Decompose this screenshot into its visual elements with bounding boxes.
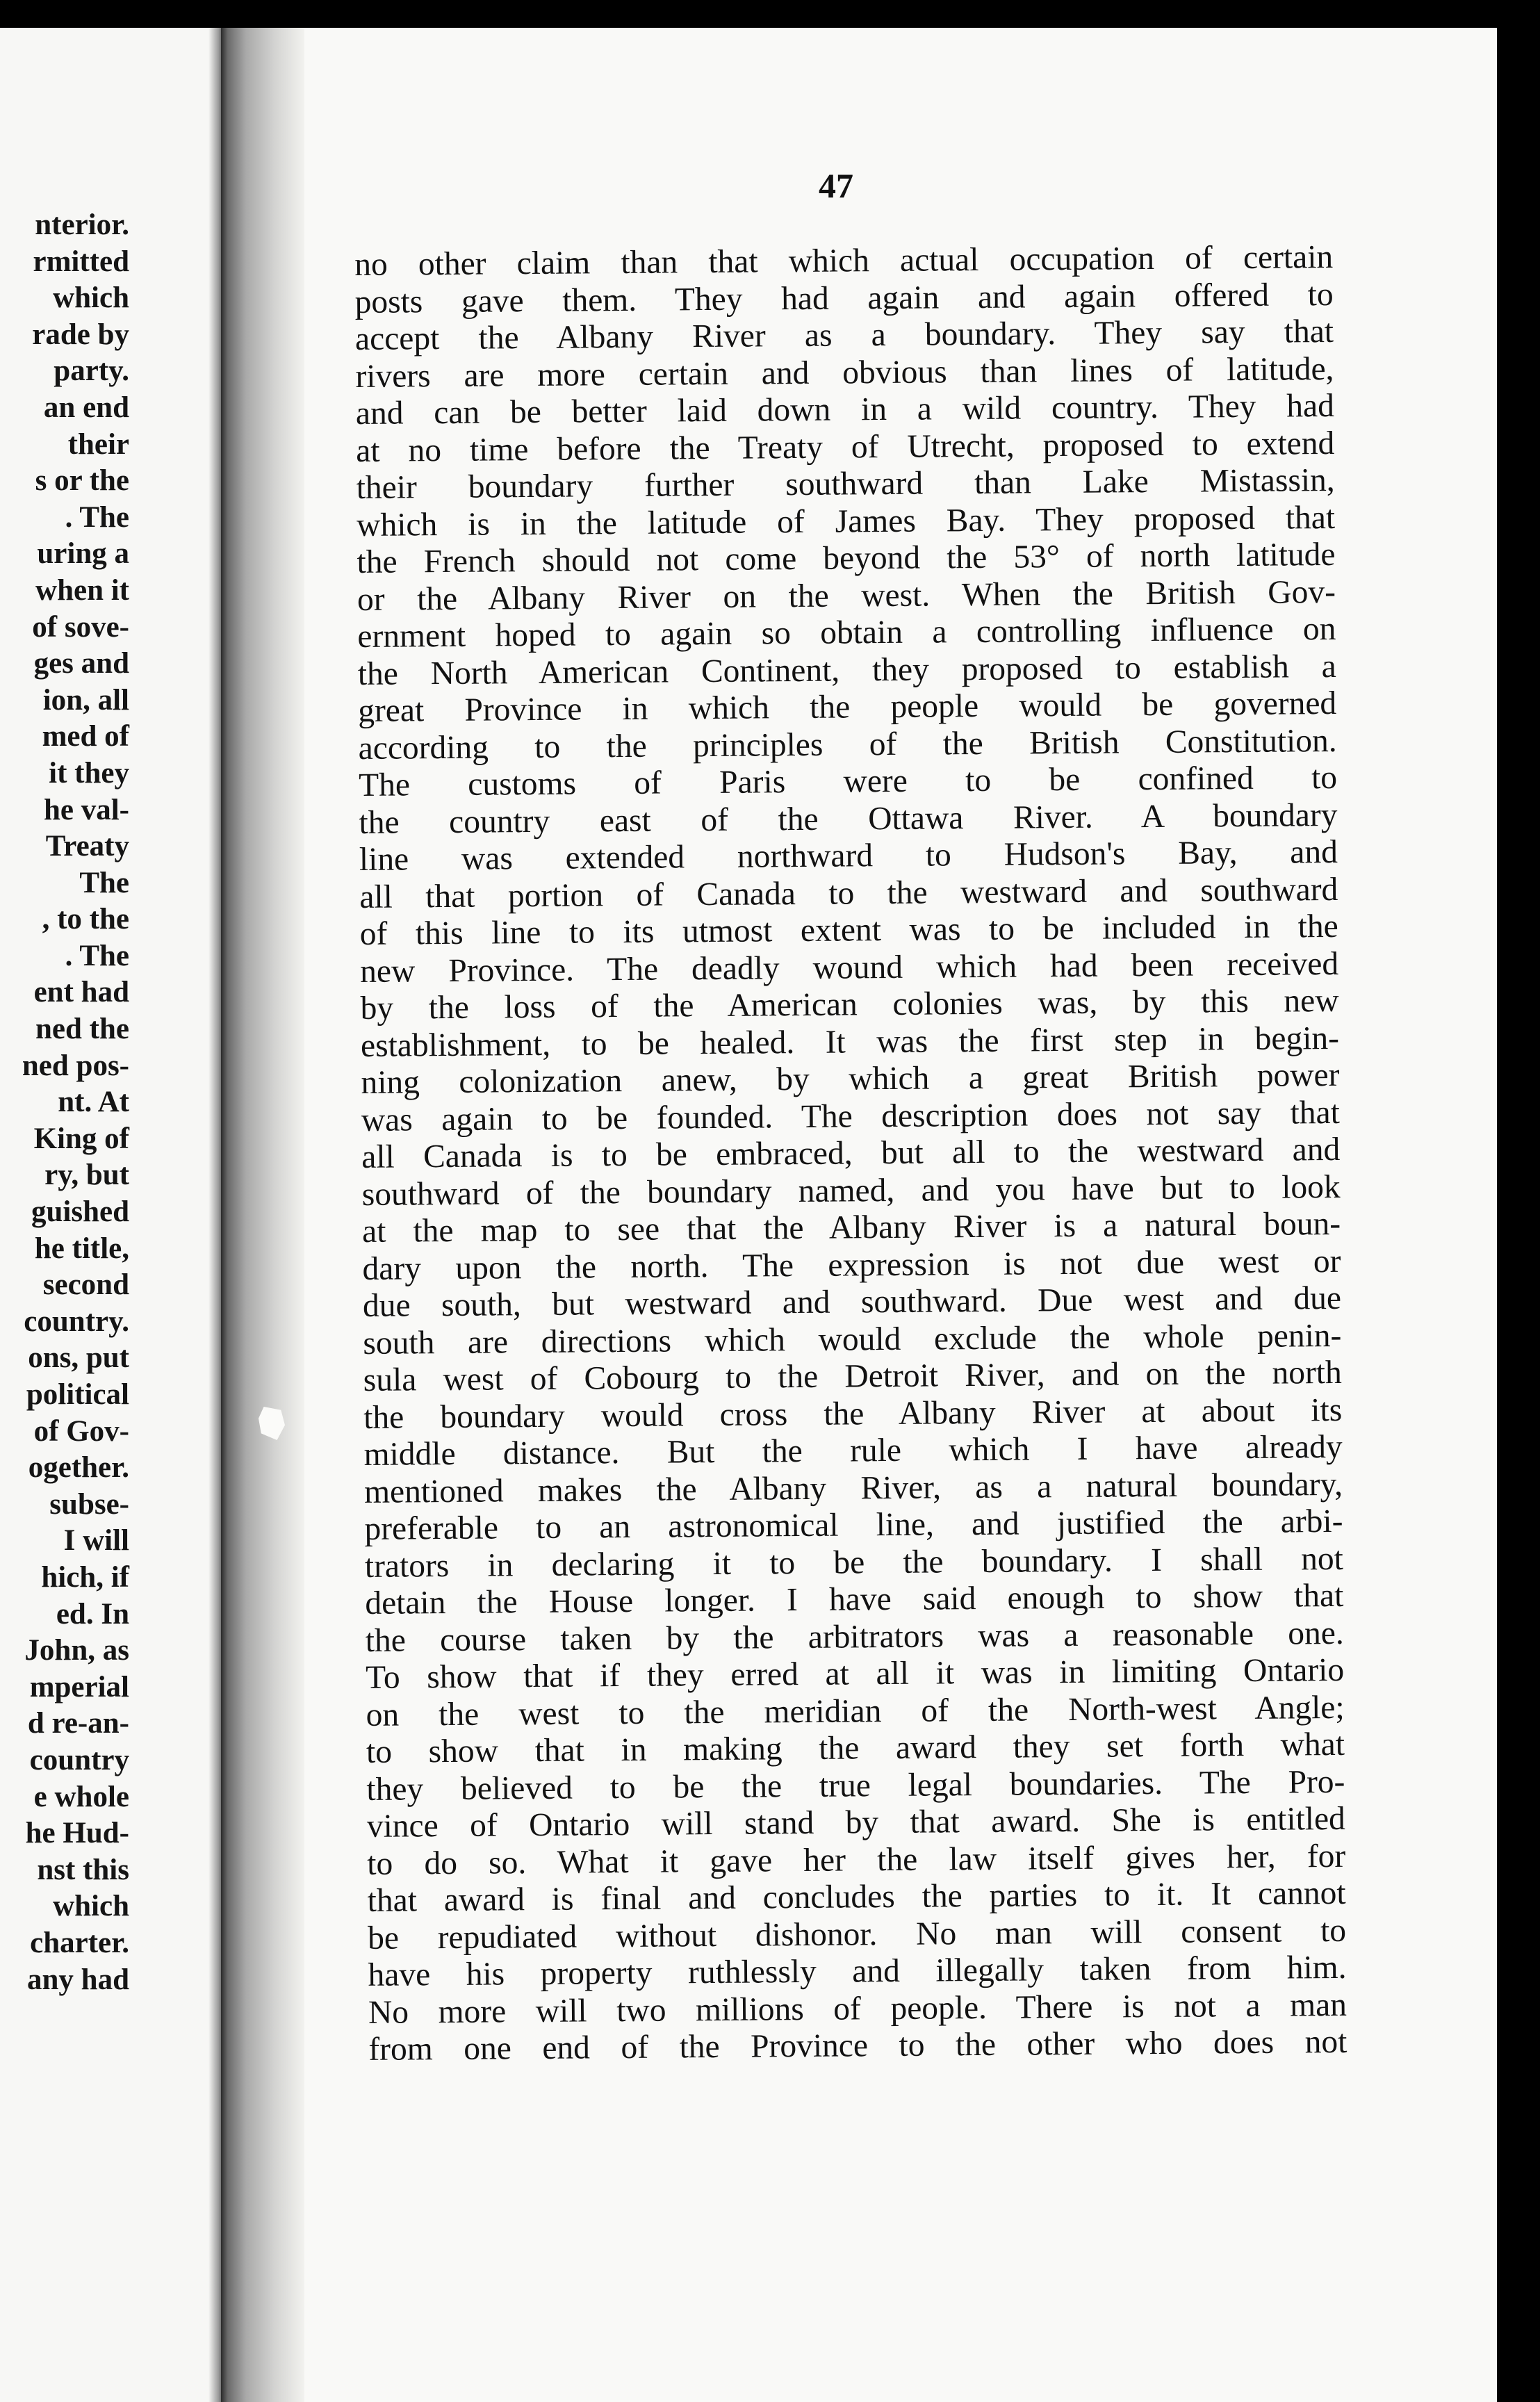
left-page-line: which: [53, 281, 129, 315]
left-page-line: second: [42, 1268, 129, 1302]
text-line: be repudiated without dishonor. No man will consent to: [367, 1912, 1347, 1956]
left-page-line: nt. At: [58, 1086, 129, 1119]
left-page-line: The: [79, 866, 129, 899]
left-page-line: ent had: [33, 976, 129, 1009]
text-line: to show that in making the award they set forth what: [366, 1726, 1345, 1770]
left-page-line: med of: [42, 720, 129, 753]
scan-border-right: [1497, 28, 1540, 2402]
text-line: all that portion of Canada to the westward and southward: [359, 871, 1338, 915]
left-page-line: John, as: [24, 1634, 129, 1667]
text-line: the French should not come beyond the 53° of north latitude: [357, 536, 1336, 580]
left-page-line: mperial: [29, 1670, 129, 1704]
text-line: from one end of the Province to the other who does not: [368, 2023, 1348, 2068]
left-page-line: ed. In: [56, 1597, 129, 1631]
text-line: due south, but westward and southward. Due west and due: [362, 1280, 1342, 1324]
text-line: their boundary further southward than Lake Mistassin,: [356, 461, 1335, 506]
text-line: to do so. What it gave her the law itself gives her, for: [367, 1838, 1346, 1882]
left-page-line: their: [67, 427, 129, 461]
left-page-text-fragments: [0, 207, 129, 1998]
text-line: posts gave them. They had again and again offered to: [354, 276, 1334, 320]
text-line: The customs of Paris were to be confined to: [358, 759, 1338, 803]
left-page-line: when it: [35, 573, 129, 607]
left-page-line: subse-: [49, 1487, 129, 1521]
left-page-line: party.: [54, 354, 129, 388]
text-line: at the map to see that the Albany River is a natural boun-: [361, 1205, 1341, 1250]
text-line: on the west to the meridian of the North-west Angle;: [366, 1689, 1345, 1733]
left-page-line: country.: [24, 1305, 129, 1338]
text-line: according to the principles of the British Constitution.: [358, 722, 1337, 767]
left-page-line: d re-an-: [27, 1707, 129, 1740]
text-line: by the loss of the American colonies was, by this new: [360, 982, 1339, 1027]
text-line: or the Albany River on the west. When the British Gov-: [357, 573, 1336, 618]
text-line: no other claim than that which actual occupation of certain: [354, 238, 1334, 283]
text-line: was again to be founded. The description does not say that: [361, 1094, 1341, 1138]
left-page-line: Treaty: [45, 830, 129, 863]
text-line: preferable to an astronomical line, and justified the arbi-: [364, 1503, 1343, 1547]
left-page-line: e whole: [33, 1780, 129, 1813]
left-page-line: ogether.: [28, 1451, 129, 1485]
text-line: have his property ruthlessly and illegally taken from him.: [368, 1949, 1347, 1993]
left-page-line: he title,: [34, 1232, 129, 1265]
text-line: the course taken by the arbitrators was a reasonable one.: [365, 1615, 1344, 1659]
book-gutter: [221, 28, 304, 2402]
text-line: vince of Ontario will stand by that award. She is entitled: [366, 1800, 1346, 1845]
text-line: new Province. The deadly wound which had been received: [359, 945, 1339, 990]
text-line: of this line to its utmost extent was to be included in the: [359, 908, 1338, 952]
text-line: the country east of the Ottawa River. A boundary: [359, 796, 1338, 841]
left-page-line: nst this: [37, 1853, 129, 1886]
left-page-line: it they: [49, 756, 129, 790]
text-line: at no time before the Treaty of Utrecht, proposed to extend: [356, 425, 1335, 469]
text-line: ernment hoped to again so obtain a controlling influence on: [357, 610, 1336, 655]
left-page-line: hich, if: [41, 1560, 129, 1594]
text-line: trators in declaring it to be the boundary. I shall not: [364, 1540, 1344, 1585]
text-line: which is in the latitude of James Bay. They proposed that: [356, 499, 1336, 544]
left-page-line: I will: [63, 1524, 129, 1558]
text-line: the boundary would cross the Albany River at about its: [363, 1391, 1343, 1436]
left-page: [0, 28, 221, 2402]
left-page-line: he Hud-: [25, 1817, 129, 1850]
text-line: establishment, to be healed. It was the first step in begin-: [360, 1020, 1340, 1064]
text-line: great Province in which the people would be governed: [358, 685, 1337, 729]
page-number: 47: [819, 166, 853, 205]
left-page-line: nterior.: [35, 209, 129, 241]
text-line: No more will two millions of people. There is not a man: [368, 1986, 1348, 2031]
left-page-line: . The: [65, 500, 129, 534]
text-line: the North American Continent, they proposed to establish a: [357, 648, 1336, 692]
left-page-line: political: [26, 1378, 129, 1411]
text-line: detain the House longer. I have said enough to show that: [365, 1577, 1344, 1621]
left-page-line: which: [53, 1890, 129, 1923]
text-line: To show that if they erred at all it was in limiting Ontario: [365, 1651, 1345, 1696]
left-page-line: ion, all: [42, 683, 129, 717]
text-line: rivers are more certain and obvious than lines of latitude,: [355, 350, 1334, 395]
text-line: south are directions which would exclude the whole penin-: [363, 1317, 1342, 1362]
left-page-line: of Gov-: [33, 1414, 129, 1448]
left-page-line: ry, but: [44, 1159, 129, 1192]
left-page-line: King of: [33, 1122, 129, 1155]
text-line: dary upon the north. The expression is not due west or: [362, 1243, 1341, 1287]
text-line: ning colonization anew, by which a great British power: [361, 1056, 1340, 1101]
left-page-line: ges and: [33, 647, 129, 680]
left-page-line: ons, put: [28, 1341, 129, 1375]
left-page-line: country: [29, 1743, 129, 1776]
text-line: accept the Albany River as a boundary. They say that: [354, 313, 1334, 357]
left-page-line: of sove-: [32, 610, 129, 644]
left-page-line: guished: [31, 1195, 129, 1229]
body-text: [354, 239, 1348, 2068]
text-line: and can be better laid down in a wild country. They had: [355, 387, 1335, 432]
left-page-line: , to the: [42, 903, 129, 936]
left-page-line: . The: [65, 939, 129, 972]
text-line: sula west of Cobourg to the Detroit River, and on the north: [363, 1354, 1342, 1398]
left-page-line: ned the: [35, 1013, 129, 1046]
text-line: middle distance. But the rule which I have already: [363, 1428, 1343, 1473]
text-line: they believed to be the true legal boundaries. The Pro-: [366, 1763, 1345, 1808]
text-line: southward of the boundary named, and you have but to look: [361, 1168, 1341, 1213]
text-line: all Canada is to be embraced, but all to the westward and: [361, 1131, 1341, 1175]
left-page-line: any had: [27, 1963, 129, 1996]
text-line: that award is final and concludes the parties to it. It cannot: [367, 1874, 1346, 1919]
left-page-line: charter.: [30, 1926, 129, 1959]
left-page-line: uring a: [37, 537, 129, 571]
left-page-line: an end: [43, 391, 129, 424]
left-page-line: rade by: [32, 318, 129, 351]
left-page-line: s or the: [35, 464, 129, 498]
left-page-line: rmitted: [33, 245, 129, 278]
left-page-line: ned pos-: [22, 1049, 129, 1082]
left-page-line: he val-: [43, 793, 129, 826]
text-line: line was extended northward to Hudson's Bay, and: [359, 833, 1338, 878]
text-line: mentioned makes the Albany River, as a natural boundary,: [363, 1466, 1343, 1510]
